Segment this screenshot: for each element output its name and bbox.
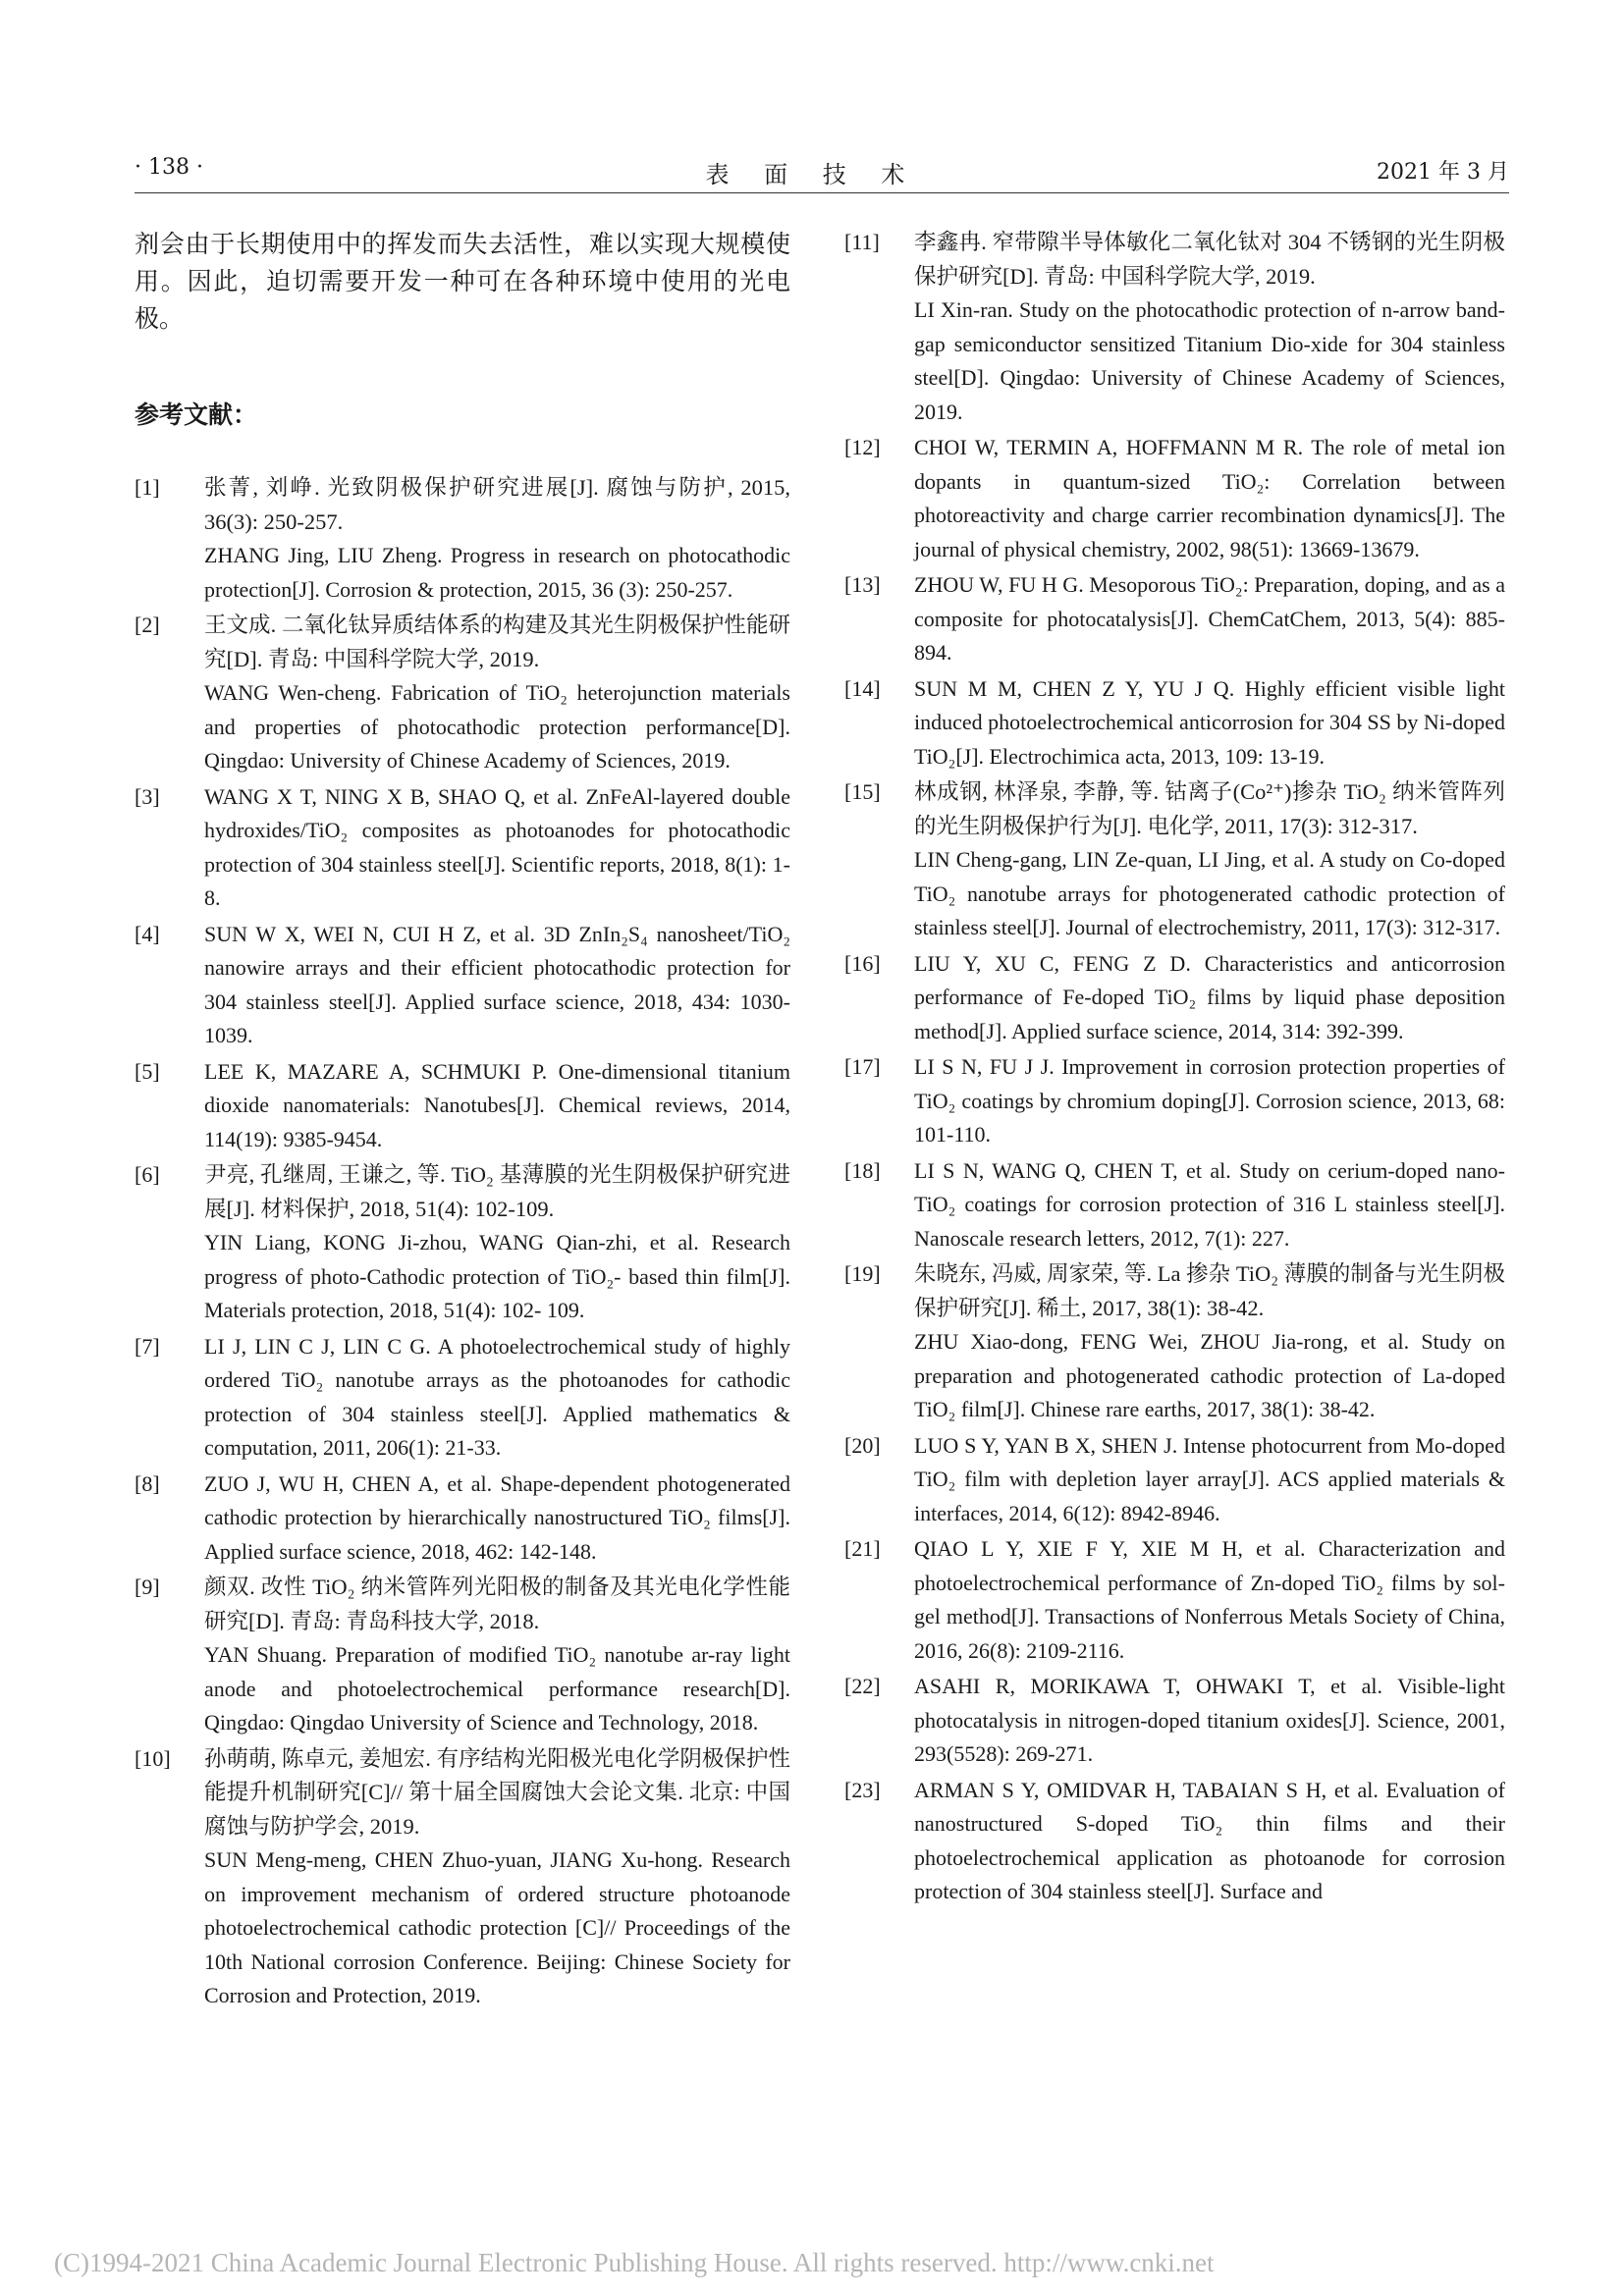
reference-body (204, 471, 790, 607)
reference-body (204, 1055, 790, 1157)
reference-english: LI S N, WANG Q, CHEN T, et al. Study on cerium-doped nano-TiO₂ coatings for corrosion protection of 316 L stainless steel[J]. Nanoscale research letters, 2012, 7(1): 227. (914, 1157, 1505, 1251)
reference-english: LI S N, FU J J. Improvement in corrosion protection properties of TiO₂ coatings by chromium doping[J]. Corrosion science, 2013, 68: 101-110. (914, 1054, 1505, 1147)
reference-chinese: 孙萌萌, 陈卓元, 姜旭宏. 有序结构光阳极光电化学阴极保护性能提升机制研究[C]// 第十届全国腐蚀大会论文集. 北京: 中国腐蚀与防护学会, 2019. (204, 1745, 790, 1839)
reference-chinese: 李鑫冉. 窄带隙半导体敏化二氧化钛对 304 不锈钢的光生阴极保护研究[D]. 青岛: 中国科学院大学, 2019. (914, 230, 1505, 289)
reference-chinese: 张菁, 刘峥. 光致阴极保护研究进展[J]. 腐蚀与防护, 2015, 36(3): 250-257. (204, 475, 790, 534)
intro-paragraph: 剂会由于长期使用中的挥发而失去活性，难以实现大规模使用。因此，迫切需要开发一种可在各种环境中使用的光电极。 (135, 230, 790, 333)
reference-body (914, 947, 1505, 1049)
reference-english: SUN W X, WEI N, CUI H Z, et al. 3D ZnIn₂S₄ nanosheet/TiO₂ nanowire arrays and their efficient photocathodic protection for 304 stainless steel[J]. Applied surface science, 2018, 434: 1030-1039. (204, 921, 790, 1047)
reference-number: [23] (844, 1777, 881, 1802)
reference-chinese: 尹亮, 孔继周, 王谦之, 等. TiO₂ 基薄膜的光生阴极保护研究进展[J]. 材料保护, 2018, 51(4): 102-109. (204, 1162, 790, 1221)
reference-chinese: 王文成. 二氧化钛异质结体系的构建及其光生阴极保护性能研究[D]. 青岛: 中国科学院大学, 2019. (204, 613, 790, 671)
reference-item (135, 1158, 790, 1328)
left-column (135, 226, 790, 2015)
reference-body (204, 609, 790, 778)
reference-number: [12] (844, 435, 881, 459)
reference-item (135, 609, 790, 778)
reference-number: [22] (844, 1674, 881, 1698)
reference-item (844, 1154, 1505, 1256)
reference-body (914, 1257, 1505, 1427)
reference-body (204, 1468, 790, 1570)
reference-english: SUN Meng-meng, CHEN Zhuo-yuan, JIANG Xu-hong. Research on improvement mechanism of ordered structure photoanode photoelectrochemical cathodic protection [C]// Proceedings of the 10th National corrosion Conference. Beijing: Chinese Society for Corrosion and Protection, 2019. (204, 1847, 790, 2007)
reference-number: [18] (844, 1157, 881, 1183)
reference-number: [8] (135, 1470, 160, 1496)
reference-english: LIN Cheng-gang, LIN Ze-quan, LI Jing, et al. A study on Co-doped TiO₂ nanotube arrays for photogenerated cathodic protection of stainless steel[J]. Journal of electrochemistry, 2011, 17(3): 312-317. (914, 847, 1505, 939)
reference-body (914, 1154, 1505, 1256)
reference-number: [15] (844, 779, 881, 804)
reference-english: YAN Shuang. Preparation of modified TiO₂ nanotube ar-ray light anode and photoelectrochemical performance research[D]. Qingdao: Qingdao University of Science and Technology, 2018. (204, 1642, 790, 1735)
reference-chinese: 林成钢, 林泽泉, 李静, 等. 钴离子(Co²⁺)掺杂 TiO₂ 纳米管阵列的光生阴极保护行为[J]. 电化学, 2011, 17(3): 312-317. (914, 779, 1505, 838)
references-heading: 参考文献： (135, 400, 258, 429)
reference-item (135, 1742, 790, 2013)
right-column (844, 226, 1505, 1911)
reference-item (135, 918, 790, 1053)
reference-item (844, 1429, 1505, 1531)
header-rule (135, 192, 1509, 193)
reference-body (204, 1330, 790, 1466)
reference-number: [13] (844, 572, 881, 597)
reference-english: YIN Liang, KONG Ji-zhou, WANG Qian-zhi, et al. Research progress of photo-Cathodic protection of TiO₂- based thin film[J]. Materials protection, 2018, 51(4): 102- 109. (204, 1230, 790, 1322)
reference-item (135, 1468, 790, 1570)
reference-body (914, 775, 1505, 945)
reference-number: [17] (844, 1054, 881, 1079)
reference-english: QIAO L Y, XIE F Y, XIE M H, et al. Characterization and photoelectrochemical performance of Zn-doped TiO₂ films by sol-gel method[J]. Transactions of Nonferrous Metals Society of China, 2016, 26(8): 2109-2116. (914, 1536, 1505, 1663)
reference-english: LEE K, MAZARE A, SCHMUKI P. One-dimensional titanium dioxide nanomaterials: Nanotubes[J]. Chemical reviews, 2014, 114(19): 9385-9454. (204, 1058, 790, 1151)
reference-body (204, 1742, 790, 2013)
reference-body (914, 1050, 1505, 1152)
reference-body (914, 431, 1505, 566)
reference-number: [9] (135, 1575, 160, 1599)
reference-body (204, 1158, 790, 1328)
reference-item (844, 1774, 1505, 1909)
reference-body (914, 568, 1505, 670)
reference-item (844, 226, 1505, 429)
reference-english: WANG Wen-cheng. Fabrication of TiO₂ heterojunction materials and properties of photocathodic protection performance[D]. Qingdao: University of Chinese Academy of Sciences, 2019. (204, 680, 790, 773)
reference-number: [19] (844, 1261, 881, 1286)
reference-body (204, 780, 790, 916)
reference-english: ZHANG Jing, LIU Zheng. Progress in research on photocathodic protection[J]. Corrosion & protection, 2015, 36 (3): 250-257. (204, 543, 790, 602)
reference-item (844, 775, 1505, 945)
reference-number: [1] (135, 475, 160, 500)
reference-english: LI Xin-ran. Study on the photocathodic protection of n-arrow band-gap semiconductor sensitized Titanium Dio-xide for 304 stainless steel[D]. Qingdao: University of Chinese Academy of Sciences, 2019. (914, 297, 1505, 424)
reference-item (135, 780, 790, 916)
reference-list-right (844, 226, 1505, 1909)
reference-english: LUO S Y, YAN B X, SHEN J. Intense photocurrent from Mo-doped TiO₂ film with depletion layer array[J]. ACS applied materials & interfaces, 2014, 6(12): 8942-8946. (914, 1432, 1505, 1525)
reference-number: [6] (135, 1162, 160, 1187)
reference-english: ZUO J, WU H, CHEN A, et al. Shape-dependent photogenerated cathodic protection by hierarchically nanostructured TiO₂ films[J]. Applied surface science, 2018, 462: 142-148. (204, 1470, 790, 1564)
reference-list-left (135, 471, 790, 2013)
reference-item (135, 1571, 790, 1740)
issue-date: 2021 年 3 月 (1377, 160, 1509, 185)
reference-chinese: 颜双. 改性 TiO₂ 纳米管阵列光阳极的制备及其光电化学性能研究[D]. 青岛: 青岛科技大学, 2018. (204, 1575, 790, 1633)
reference-number: [5] (135, 1058, 160, 1084)
reference-number: [2] (135, 613, 160, 637)
reference-body (204, 918, 790, 1053)
reference-body (914, 1670, 1505, 1772)
reference-english: ZHU Xiao-dong, FENG Wei, ZHOU Jia-rong, et al. Study on preparation and photogenerated cathodic protection of La-doped TiO₂ film[J]. Chinese rare earths, 2017, 38(1): 38-42. (914, 1329, 1505, 1421)
reference-english: LI J, LIN C J, LIN C G. A photoelectrochemical study of highly ordered TiO₂ nanotube arrays as the photoanodes for cathodic protection of 304 stainless steel[J]. Applied mathematics & computation, 2011, 206(1): 21-33. (204, 1333, 790, 1460)
reference-number: [20] (844, 1432, 881, 1458)
reference-body (914, 1774, 1505, 1909)
reference-item (135, 471, 790, 607)
reference-english: LIU Y, XU C, FENG Z D. Characteristics and anticorrosion performance of Fe-doped TiO₂ films by liquid phase deposition method[J]. Applied surface science, 2014, 314: 392-399. (914, 950, 1505, 1043)
reference-english: ARMAN S Y, OMIDVAR H, TABAIAN S H, et al. Evaluation of nanostructured S-doped TiO₂ thin films and their photoelectrochemical application as photoanode for corrosion protection of 304 stainless steel[J]. Surface and (914, 1777, 1505, 1903)
reference-number: [4] (135, 921, 160, 946)
reference-body (914, 1429, 1505, 1531)
reference-item (844, 431, 1505, 566)
journal-title: 表 面 技 术 (705, 161, 919, 188)
reference-item (844, 1050, 1505, 1152)
reference-number: [14] (844, 675, 881, 701)
reference-chinese: 朱晓东, 冯威, 周家荣, 等. La 掺杂 TiO₂ 薄膜的制备与光生阴极保护研究[J]. 稀土, 2017, 38(1): 38-42. (914, 1261, 1505, 1320)
reference-item (844, 947, 1505, 1049)
reference-english: WANG X T, NING X B, SHAO Q, et al. ZnFeAl-layered double hydroxides/TiO₂ composites as photoanodes for photocathodic protection of 304 stainless steel[J]. Scientific reports, 2018, 8(1): 1-8. (204, 783, 790, 910)
reference-number: [11] (844, 230, 880, 254)
reference-body (914, 672, 1505, 774)
reference-english: CHOI W, TERMIN A, HOFFMANN M R. The role of metal ion dopants in quantum-sized TiO₂: Correlation between photoreactivity and charge carrier recombination dynamics[J]. The journal of physical chemistry, 2002, 98(51): 13669-13679. (914, 435, 1505, 561)
reference-number: [16] (844, 950, 881, 976)
reference-number: [10] (135, 1745, 171, 1771)
reference-body (204, 1571, 790, 1740)
reference-body (914, 1532, 1505, 1668)
reference-english: ZHOU W, FU H G. Mesoporous TiO₂: Preparation, doping, and as a composite for photocatalysis[J]. ChemCatChem, 2013, 5(4): 885-894. (914, 572, 1505, 665)
reference-item (844, 672, 1505, 774)
copyright-footer: (C)1994-2021 China Academic Journal Electronic Publishing House. All rights reserved. http://www.cnki.net (54, 2248, 1215, 2277)
reference-item (844, 1532, 1505, 1668)
reference-body (914, 226, 1505, 429)
reference-item (844, 1257, 1505, 1427)
reference-number: [7] (135, 1333, 160, 1359)
reference-item (135, 1055, 790, 1157)
reference-english: SUN M M, CHEN Z Y, YU J Q. Highly efficient visible light induced photoelectrochemical anticorrosion for 304 SS by Ni-doped TiO₂[J]. Electrochimica acta, 2013, 109: 13-19. (914, 675, 1505, 769)
reference-item (844, 1670, 1505, 1772)
reference-item (135, 1330, 790, 1466)
page-number: · 138 · (135, 155, 203, 180)
reference-number: [3] (135, 783, 160, 809)
reference-item (844, 568, 1505, 670)
reference-english: ASAHI R, MORIKAWA T, OHWAKI T, et al. Visible-light photocatalysis in nitrogen-doped titanium oxides[J]. Science, 2001, 293(5528): 269-271. (914, 1674, 1505, 1766)
reference-number: [21] (844, 1536, 881, 1561)
